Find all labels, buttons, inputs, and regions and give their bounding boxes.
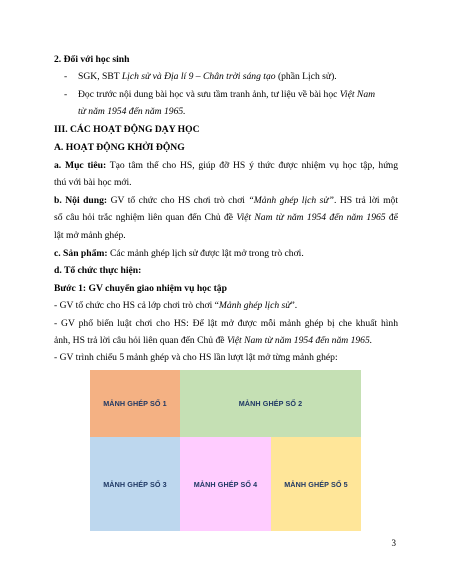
content-label: b. Nội dung: xyxy=(54,195,108,206)
step1-item1-tail: ”. xyxy=(290,300,298,311)
step1-heading: Bước 1: GV chuyển giao nhiệm vụ học tập xyxy=(54,283,227,294)
product-text: Các mảnh ghép lịch sử được lật mở trong trò chơi. xyxy=(107,248,304,259)
puzzle-tile-3[interactable] xyxy=(90,437,180,531)
step1-item2-text: ảnh, HS trả lời câu hỏi liên quan đến Chủ đề xyxy=(54,335,227,346)
goal-line-1 xyxy=(54,160,398,172)
content2-topic: Việt Nam từ năm 1954 đến năm 1965 xyxy=(236,212,386,223)
step1-item2-italic: Việt Nam từ năm 1954 đến năm 1965. xyxy=(226,335,373,346)
step1-item-1 xyxy=(54,300,297,312)
page-number: 3 xyxy=(391,538,396,548)
item2-text: Đọc trước nội dung bài học và sưu tầm tranh ảnh, tư liệu về bài học xyxy=(78,89,340,100)
tile-4-label: MẢNH GHÉP SỐ 4 xyxy=(193,479,258,489)
item2-italic: Việt Nam xyxy=(339,89,376,100)
puzzle-tile-5[interactable] xyxy=(271,437,361,531)
content-line-3: lật mở mảnh ghép. xyxy=(54,230,126,241)
activities-heading: III. CÁC HOẠT ĐỘNG DẠY HỌC xyxy=(54,124,200,135)
students-item-2-line1 xyxy=(78,89,375,101)
tile-2-label: MẢNH GHÉP SỐ 2 xyxy=(238,399,303,408)
content-line-1 xyxy=(54,195,398,207)
tile-3-label: MẢNH GHÉP SỐ 3 xyxy=(103,479,167,489)
step1-item1-italic: Mảnh ghép lịch sử xyxy=(218,300,291,311)
puzzle-tile-2[interactable] xyxy=(180,370,361,437)
item1-tail: (phần Lịch sử). xyxy=(275,71,337,82)
content-text-a: GV tổ chức cho HS chơi trò chơi xyxy=(107,195,249,206)
goal-label: a. Mục tiêu: xyxy=(54,160,107,171)
puzzle-tile-1[interactable] xyxy=(90,370,180,437)
tile-5-label: MẢNH GHÉP SỐ 5 xyxy=(284,479,348,489)
puzzle-grid xyxy=(90,370,361,531)
warmup-heading: A. HOẠT ĐỘNG KHỞI ĐỘNG xyxy=(54,142,185,153)
content-line-2 xyxy=(54,212,398,224)
step1-item-2-line1: - GV phổ biến luật chơi cho HS: Để lật mở được mỗi mảnh ghép bị che khuất hình xyxy=(54,318,398,329)
item1-text: SGK, SBT xyxy=(78,71,122,82)
step1-item-2-line2 xyxy=(54,335,372,347)
puzzle-tile-4[interactable] xyxy=(180,437,271,531)
content-game-name: “Mảnh ghép lịch sử” xyxy=(248,195,334,206)
product-label: c. Sản phẩm: xyxy=(54,248,108,259)
tile-1-label: MẢNH GHÉP SỐ 1 xyxy=(103,399,167,408)
students-item-2-line2: từ năm 1954 đến năm 1965. xyxy=(78,106,186,117)
product-line xyxy=(54,248,304,260)
goal-text: Tạo tâm thế cho HS, giúp đỡ HS ý thức được nhiệm vụ học tập, hứng xyxy=(106,160,398,171)
step1-item1-text: - GV tổ chức cho HS cả lớp chơi trò chơi “ xyxy=(54,300,219,311)
step1-item-3: - GV trình chiếu 5 mảnh ghép và cho HS lần lượt lật mở từng mảnh ghép: xyxy=(54,352,338,363)
bullet-dash: - xyxy=(64,71,68,82)
students-item-1 xyxy=(78,71,337,83)
content2-text: số câu hỏi trắc nghiệm liên quan đến Chủ đề xyxy=(54,212,237,223)
students-heading: 2. Đối với học sinh xyxy=(54,54,130,65)
content-text-c: . HS trả lời một xyxy=(333,195,398,206)
item1-italic: Lịch sử và Địa lí 9 – Chân trời sáng tạo xyxy=(121,71,276,82)
organize-heading: d. Tổ chức thực hiện: xyxy=(54,265,142,276)
content2-tail: để xyxy=(385,212,398,223)
goal-line-2: thú với bài học mới. xyxy=(54,177,132,188)
bullet-dash: - xyxy=(64,89,68,100)
